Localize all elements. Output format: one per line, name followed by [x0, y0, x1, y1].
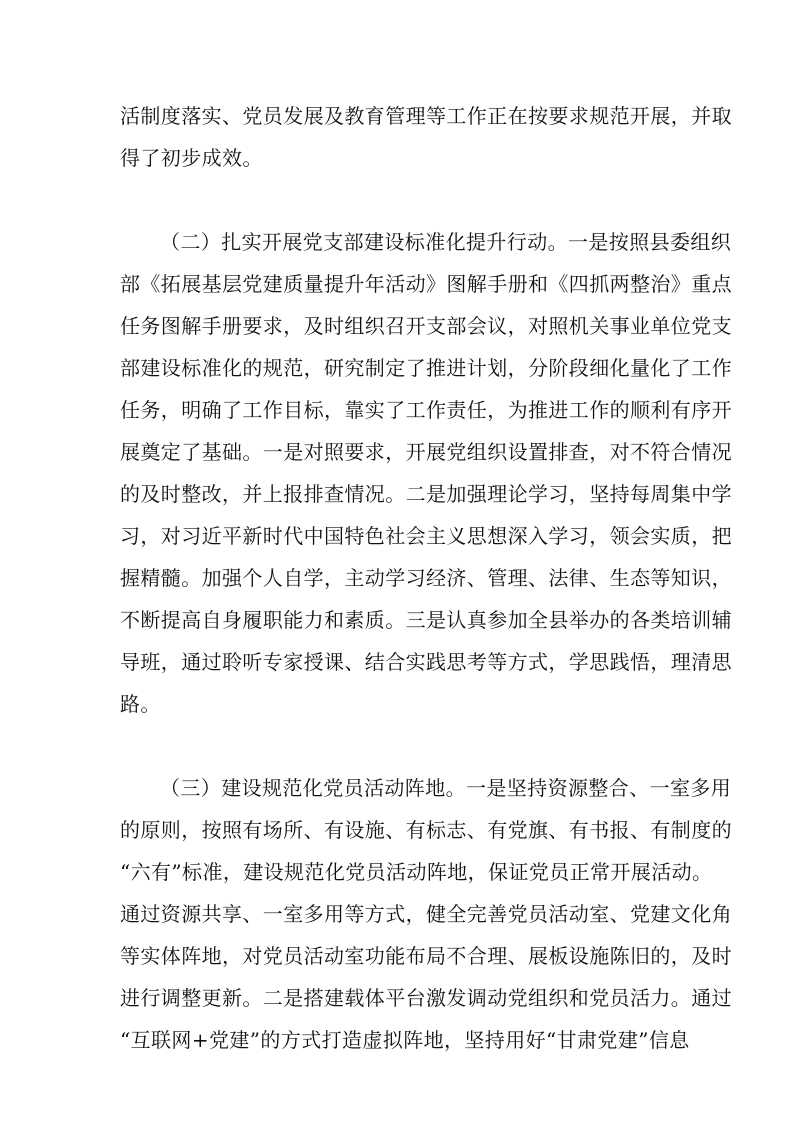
- body-text-line: 路。: [120, 692, 161, 716]
- section-2-heading-line: （二）扎实开展党支部建设标准化提升行动。一是按照县委组织: [160, 230, 732, 254]
- section-3-heading-line: （三）建设规范化党员活动阵地。一是坚持资源整合、一室多用: [160, 776, 732, 800]
- body-text-line: 的原则，按照有场所、有设施、有标志、有党旗、有书报、有制度的: [120, 818, 732, 842]
- body-text-line: 通过资源共享、一室多用等方式，健全完善党员活动室、党建文化角: [120, 902, 732, 926]
- body-text-line: 握精髓。加强个人自学，主动学习经济、管理、法律、生态等知识，: [120, 566, 732, 590]
- body-text-line: 展奠定了基础。一是对照要求，开展党组织设置排查，对不符合情况: [120, 440, 732, 464]
- body-text-line: 导班，通过聆听专家授课、结合实践思考等方式，学思践悟，理清思: [120, 650, 732, 674]
- body-text-line: 任务，明确了工作目标，靠实了工作责任，为推进工作的顺利有序开: [120, 398, 732, 422]
- body-text-line: 等实体阵地，对党员活动室功能布局不合理、展板设施陈旧的，及时: [120, 944, 732, 968]
- body-text-line: 习，对习近平新时代中国特色社会主义思想深入学习，领会实质，把: [120, 524, 732, 548]
- body-text-line: 任务图解手册要求，及时组织召开支部会议，对照机关事业单位党支: [120, 314, 732, 338]
- body-text-line: 部建设标准化的规范，研究制定了推进计划，分阶段细化量化了工作: [120, 356, 732, 380]
- body-text-line: 进行调整更新。二是搭建载体平台激发调动党组织和党员活力。通过: [120, 986, 732, 1010]
- body-text-line: 活制度落实、党员发展及教育管理等工作正在按要求规范开展，并取: [120, 104, 732, 128]
- body-text-line: 得了初步成效。: [120, 146, 263, 170]
- body-text-line: “六有”标准，建设规范化党员活动阵地，保证党员正常开展活动。: [120, 860, 713, 884]
- body-text-line: 部《拓展基层党建质量提升年活动》图解手册和《四抓两整治》重点: [120, 272, 732, 296]
- body-text-line: 的及时整改，并上报排查情况。二是加强理论学习，坚持每周集中学: [120, 482, 732, 506]
- body-text-line: 不断提高自身履职能力和素质。三是认真参加全县举办的各类培训辅: [120, 608, 732, 632]
- body-text-line: “互联网+党建”的方式打造虚拟阵地，坚持用好“甘肃党建”信息: [120, 1028, 690, 1052]
